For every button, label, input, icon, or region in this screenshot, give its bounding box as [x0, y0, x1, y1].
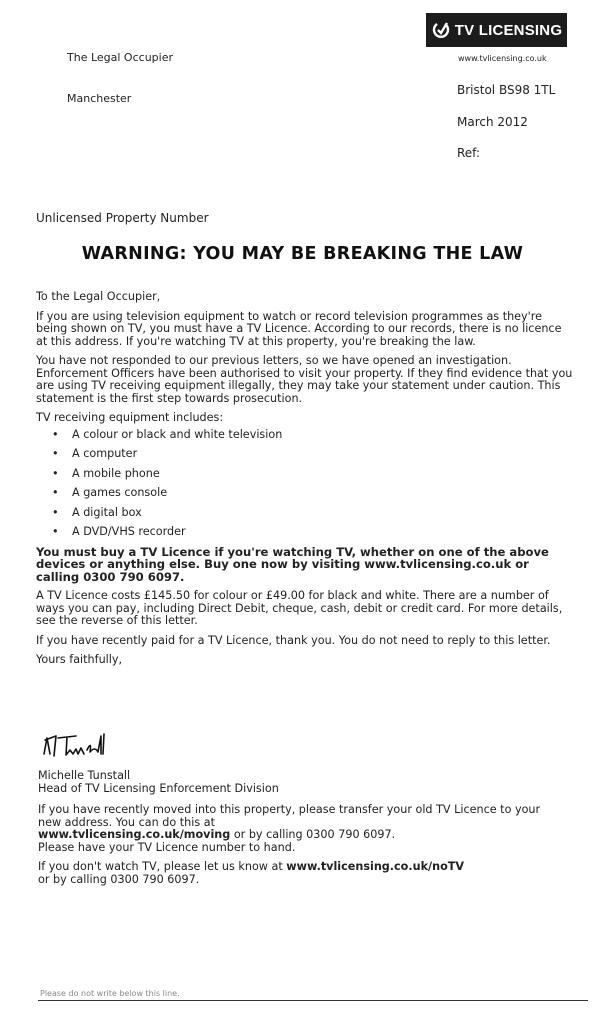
equipment-list: [36, 429, 576, 539]
footer-note: Please do not write below this line.: [40, 989, 180, 998]
paragraph-licence-required: If you are using television equipment to watch or record television programmes as they're being shown on TV, you must have a TV Licence. According to our records, there is no licence at this address. If you're watching TV at this property, you're breaking the law.: [36, 309, 562, 348]
list-item: • A digital box: [52, 505, 142, 519]
must-buy-notice: You must buy a TV Licence if you're watching TV, whether on one of the above devices or anything else. Buy one now by visiting www.tvlicensing.co.uk or calling 0300 790 6097.: [36, 544, 549, 584]
letter-date: March 2012: [457, 115, 528, 129]
no-tv-url[interactable]: www.tvlicensing.co.uk/noTV: [286, 860, 465, 873]
recipient-city: Manchester: [67, 92, 132, 105]
recipient-name: The Legal Occupier: [67, 51, 173, 64]
closing: Yours faithfully,: [36, 653, 123, 666]
no-tv-notice: If you don't watch TV, please let us know at www.tvlicensing.co.uk/noTV or by calling 0300 790 6097.: [38, 860, 465, 886]
signer-block: [38, 770, 558, 893]
warning-headline: WARNING: YOU MAY BE BREAKING THE LAW: [81, 244, 524, 264]
tv-licensing-tick-icon: [431, 20, 451, 40]
signer-title: Head of TV Licensing Enforcement Division: [38, 781, 279, 795]
ref-label: Ref:: [457, 146, 481, 160]
moving-url[interactable]: www.tvlicensing.co.uk/moving: [38, 828, 231, 841]
moved-notice: If you have recently moved into this property, please transfer your old TV Licence to your new address. You can do this at www.tvlicensing.co.uk/moving or by calling 0300 790 6097. Please have your TV Licence number to hand.: [38, 803, 541, 854]
equipment-intro: TV receiving equipment includes:: [36, 411, 224, 424]
tv-licensing-logo: [426, 13, 567, 47]
list-item: • A games console: [52, 486, 168, 499]
salutation: To the Legal Occupier,: [36, 290, 161, 303]
list-item: • A DVD/VHS recorder: [52, 525, 186, 538]
list-item: • A computer: [52, 447, 138, 460]
footer-divider: [38, 1000, 588, 1001]
logo-text: TV LICENSING: [454, 21, 563, 39]
paragraph-investigation: You have not responded to our previous letters, so we have opened an investigation. Enforcement Officers have been authorised to visit your property. If they find evidence that you are using TV receiving equipment illegally, they may take your statement under caution. This statement is the first step towards prosecution.: [36, 354, 573, 405]
handwritten-signature: [40, 730, 150, 762]
list-item: • A mobile phone: [52, 466, 160, 480]
list-item: • A colour or black and white television: [52, 427, 283, 441]
paragraph-recently-paid: If you have recently paid for a TV Licence, thank you. You do not need to reply to this letter.: [36, 633, 551, 647]
paragraph-cost: A TV Licence costs £145.50 for colour or £49.00 for black and white. There are a number of ways you can pay, including Direct Debit, cheque, cash, debit or credit card. For more details, see the reverse of this letter.: [36, 589, 563, 627]
letter-body: [36, 291, 576, 674]
logo-url: www.tvlicensing.co.uk: [458, 54, 547, 63]
sender-city: Bristol BS98 1TL: [457, 83, 556, 97]
signer-name: Michelle Tunstall: [38, 769, 131, 782]
unlicensed-property-number-label: Unlicensed Property Number: [36, 211, 209, 225]
